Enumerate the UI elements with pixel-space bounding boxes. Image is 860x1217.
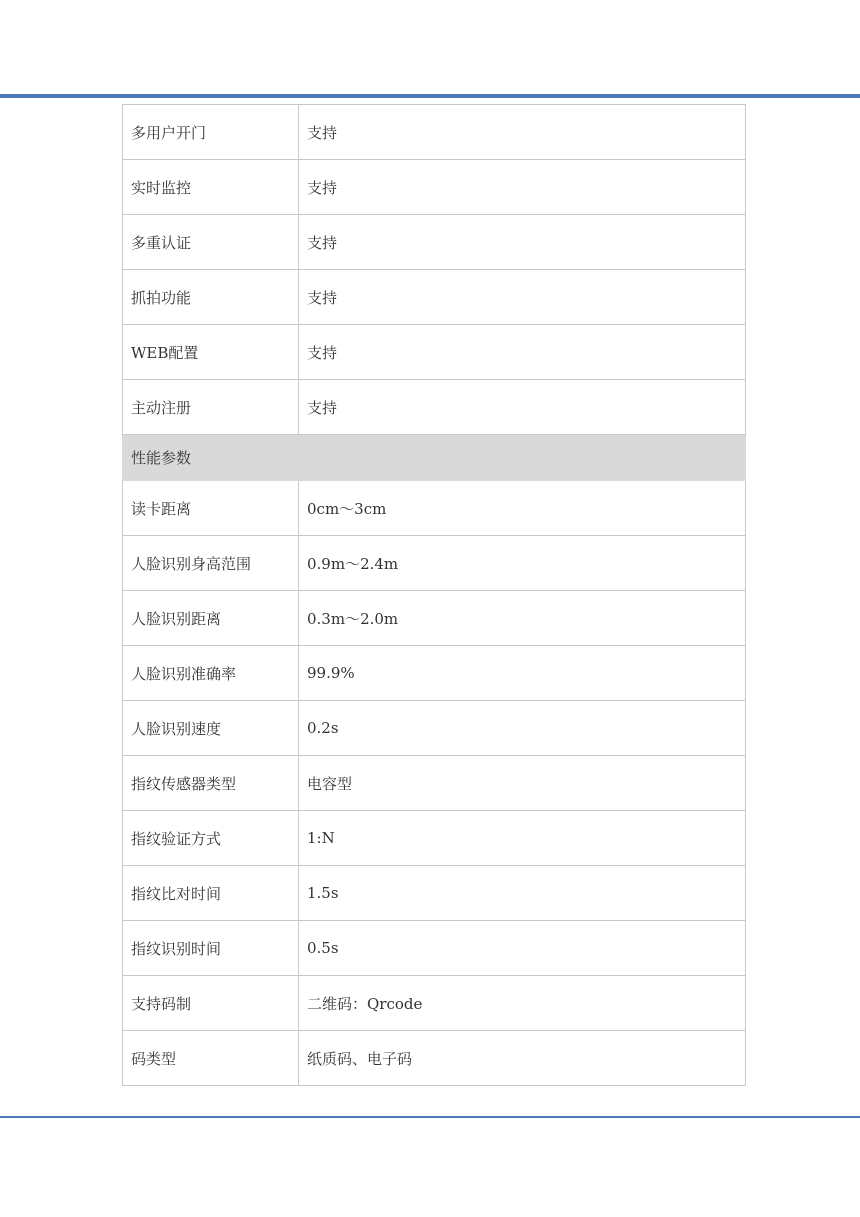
spec-key: 实时监控 xyxy=(123,160,299,215)
spec-key: 抓拍功能 xyxy=(123,270,299,325)
spec-key: 读卡距离 xyxy=(123,481,299,536)
spec-table xyxy=(122,104,746,1086)
spec-key: 指纹传感器类型 xyxy=(123,756,299,811)
table-row xyxy=(123,811,746,866)
spec-value: 0.2s xyxy=(299,701,746,756)
table-row xyxy=(123,380,746,435)
spec-value: 支持 xyxy=(299,160,746,215)
table-row xyxy=(123,215,746,270)
spec-value: 支持 xyxy=(299,270,746,325)
table-row xyxy=(123,646,746,701)
table-row xyxy=(123,701,746,756)
spec-key: 人脸识别身高范围 xyxy=(123,536,299,591)
spec-key: 指纹识别时间 xyxy=(123,921,299,976)
spec-key: 多重认证 xyxy=(123,215,299,270)
spec-value: 0.3m～2.0m xyxy=(299,591,746,646)
table-row xyxy=(123,481,746,536)
spec-value: 支持 xyxy=(299,105,746,160)
spec-value: 0.9m～2.4m xyxy=(299,536,746,591)
section-header-row xyxy=(123,435,746,481)
table-row xyxy=(123,160,746,215)
spec-key: 码类型 xyxy=(123,1031,299,1086)
table-row xyxy=(123,105,746,160)
spec-value: 纸质码、电子码 xyxy=(299,1031,746,1086)
spec-key: 人脸识别速度 xyxy=(123,701,299,756)
table-row xyxy=(123,921,746,976)
spec-key: 主动注册 xyxy=(123,380,299,435)
table-row xyxy=(123,591,746,646)
spec-value: 二维码：Qrcode xyxy=(299,976,746,1031)
spec-key: 支持码制 xyxy=(123,976,299,1031)
table-row xyxy=(123,270,746,325)
spec-key: 指纹验证方式 xyxy=(123,811,299,866)
spec-value: 电容型 xyxy=(299,756,746,811)
table-row xyxy=(123,1031,746,1086)
spec-value: 1.5s xyxy=(299,866,746,921)
spec-key: 指纹比对时间 xyxy=(123,866,299,921)
spec-key: 人脸识别准确率 xyxy=(123,646,299,701)
spec-key: 多用户开门 xyxy=(123,105,299,160)
section-title: 性能参数 xyxy=(123,435,746,481)
footer-rule xyxy=(0,1116,860,1118)
table-row xyxy=(123,866,746,921)
spec-value: 支持 xyxy=(299,325,746,380)
spec-value: 支持 xyxy=(299,215,746,270)
spec-key: 人脸识别距离 xyxy=(123,591,299,646)
spec-value: 99.9% xyxy=(299,646,746,701)
spec-key: WEB配置 xyxy=(123,325,299,380)
spec-value: 0cm～3cm xyxy=(299,481,746,536)
table-row xyxy=(123,756,746,811)
header-rule xyxy=(0,94,860,98)
table-row xyxy=(123,325,746,380)
table-row xyxy=(123,976,746,1031)
spec-table-body xyxy=(123,105,746,1086)
spec-value: 0.5s xyxy=(299,921,746,976)
spec-value: 1:N xyxy=(299,811,746,866)
spec-value: 支持 xyxy=(299,380,746,435)
table-row xyxy=(123,536,746,591)
